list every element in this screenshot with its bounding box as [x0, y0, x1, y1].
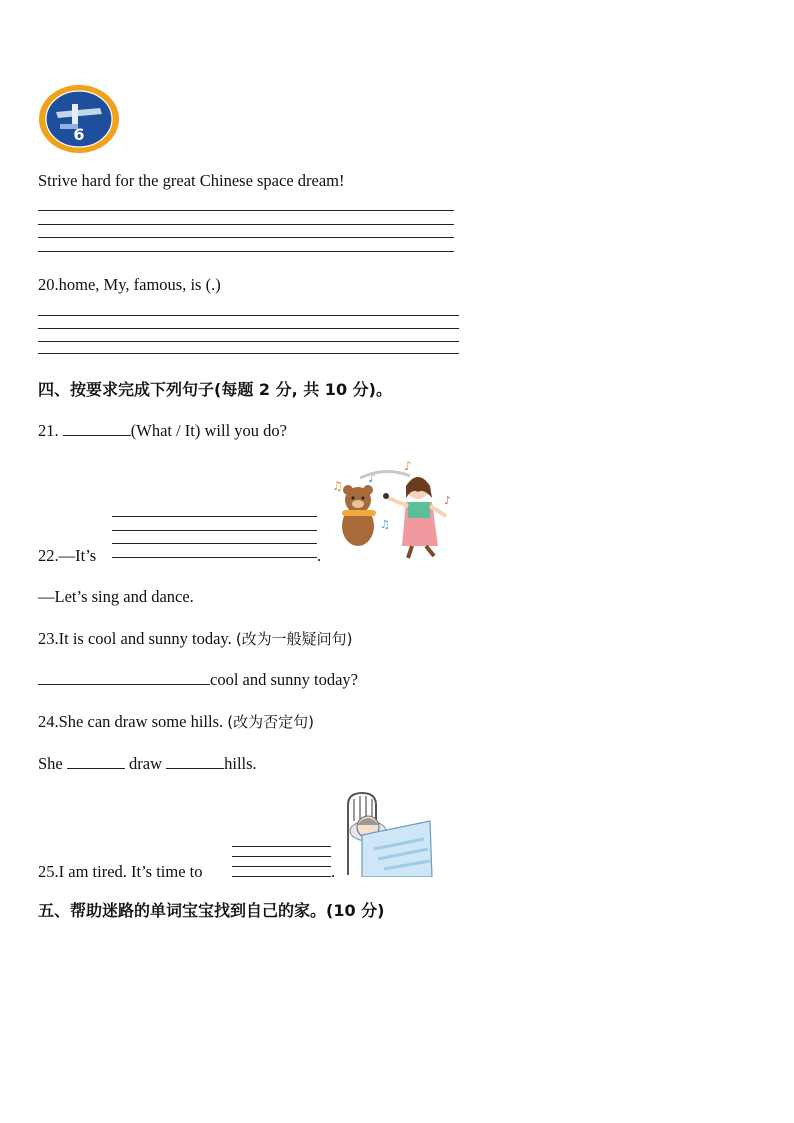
q24-blank-1[interactable]: [67, 754, 125, 769]
answer-line[interactable]: [232, 866, 331, 867]
answer-line[interactable]: [232, 856, 331, 857]
q21: [38, 421, 287, 441]
answer-line[interactable]: [112, 557, 317, 558]
answer-line[interactable]: [38, 251, 454, 252]
q23-answer-tail: cool and sunny today?: [210, 670, 359, 689]
q22-period: .: [317, 546, 322, 565]
q23-sentence: 23.It is cool and sunny today.: [38, 629, 232, 648]
q24-prompt: [38, 711, 314, 732]
answer-line[interactable]: [232, 846, 331, 847]
q23-instruction: (改为一般疑问句): [235, 630, 353, 648]
q24-part2: draw: [129, 754, 162, 773]
svg-text:♪: ♪: [368, 471, 376, 485]
q24-sentence: 24.She can draw some hills.: [38, 712, 224, 731]
answer-line[interactable]: [38, 353, 459, 354]
svg-text:♪: ♪: [404, 459, 412, 473]
answer-line[interactable]: [38, 224, 454, 225]
singing-dancing-illustration: [326, 458, 458, 562]
svg-text:6: 6: [73, 125, 85, 144]
answer-line[interactable]: [112, 516, 317, 517]
section-5-title: 五、帮助迷路的单词宝宝找到自己的家。(10 分): [38, 901, 385, 920]
space-mission-logo: [38, 84, 120, 154]
q21-blank[interactable]: [63, 421, 131, 436]
q24-part1: She: [38, 754, 63, 773]
q20-prompt: 20.home, My, famous, is (.): [38, 275, 221, 294]
q23-blank[interactable]: [38, 670, 210, 685]
answer-line[interactable]: [38, 341, 459, 342]
q24-part3: hills.: [224, 754, 257, 773]
answer-line[interactable]: [38, 328, 459, 329]
svg-text:♫: ♫: [380, 518, 390, 531]
answer-line[interactable]: [112, 543, 317, 544]
q23-prompt: [38, 628, 353, 649]
answer-line[interactable]: [38, 237, 454, 238]
answer-line[interactable]: [232, 876, 331, 877]
q24-instruction: (改为否定句): [227, 713, 314, 731]
answer-line[interactable]: [38, 315, 459, 316]
answer-line[interactable]: [112, 530, 317, 531]
section-4-title: 四、按要求完成下列句子(每题 2 分, 共 10 分)。: [38, 380, 392, 399]
q21-text: (What / It) will you do?: [130, 421, 288, 440]
q22-line2: —Let’s sing and dance.: [38, 587, 194, 606]
q25-period: .: [331, 862, 336, 881]
q19-sentence: Strive hard for the great Chinese space dream!: [38, 171, 345, 190]
answer-line[interactable]: [38, 210, 454, 211]
q24-blank-2[interactable]: [166, 754, 224, 769]
q25-prompt: 25.I am tired. It’s time to: [38, 862, 203, 881]
q22-line1: 22.—It’s: [38, 546, 97, 565]
q21-number: 21.: [38, 421, 59, 440]
svg-text:♫: ♫: [332, 479, 343, 493]
q23-answer: [38, 670, 358, 690]
sleeping-girl-illustration: [344, 791, 434, 877]
q24-answer: [38, 754, 257, 774]
svg-text:♪: ♪: [444, 494, 452, 507]
